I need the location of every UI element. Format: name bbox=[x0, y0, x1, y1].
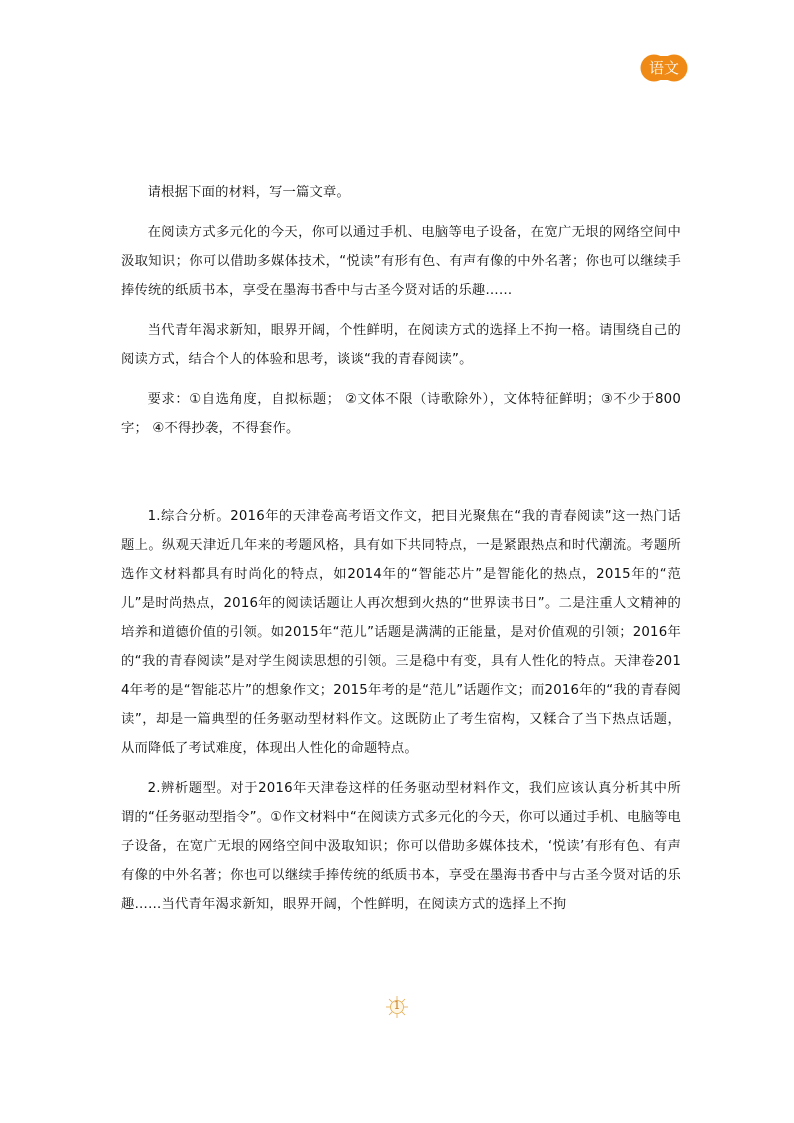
subject-badge bbox=[640, 54, 688, 82]
writing-requirements: 要求：①自选角度，自拟标题； ②文体不限（诗歌除外），文体特征鲜明；③不少于800字； ④不得抄袭，不得套作。 bbox=[121, 392, 681, 436]
analysis-point-1: 1.综合分析。2016年的天津卷高考语文作文，把目光聚焦在“我的青春阅读”这一热门话题上。纵观天津近几年来的考题风格，具有如下共同特点，一是紧跟热点和时代潮流。考题所选作文材料都具有时尚化的特点，如2014年的“智能芯片”是智能化的热点，2015年的“范儿”是时尚热点，2016年的阅读话题让人再次想到火热的“世界读书日”。二是注重人文精神的培养和道德价值的引领。如2015年“范儿”话题是满满的正能量，是对价值观的引领；2016年的“我的青春阅读”是对学生阅读思想的引领。三是稳中有变，具有人性化的特点。天津卷2014年考的是“智能芯片”的想象作文；2015年考的是“范儿”话题作文；而2016年的“我的青春阅读”，却是一篇典型的任务驱动型材料作文。这既防止了考生宿构，又糅合了当下热点话题，从而降低了考试难度，体现出人性化的命题特点。 bbox=[121, 509, 681, 756]
page-number: 1 bbox=[393, 999, 401, 1012]
analysis-point-2: 2.辨析题型。对于2016年天津卷这样的任务驱动型材料作文，我们应该认真分析其中所谓的“任务驱动型指令”。①作文材料中“在阅读方式多元化的今天，你可以通过手机、电脑等电子设备，在宽广无垠的网络空间中汲取知识；你可以借助多媒体技术，‘悦读’有形有色、有声有像的中外名著；你也可以继续手捧传统的纸质书本，享受在墨海书香中与古圣今贤对话的乐趣……当代青年渴求新知，眼界开阔，个性鲜明，在阅读方式的选择上不拘 bbox=[121, 781, 681, 912]
page-number-ornament bbox=[384, 996, 410, 1018]
material-paragraph-2: 当代青年渴求新知，眼界开阔，个性鲜明，在阅读方式的选择上不拘一格。请围绕自己的阅读方式，结合个人的体验和思考，谈谈“我的青春阅读”。 bbox=[121, 323, 681, 367]
subject-badge-label: 语文 bbox=[648, 59, 679, 77]
document-body bbox=[121, 178, 681, 919]
material-paragraph-1: 在阅读方式多元化的今天，你可以通过手机、电脑等电子设备，在宽广无垠的网络空间中汲取知识；你可以借助多媒体技术，“悦读”有形有色、有声有像的中外名著；你也可以继续手捧传统的纸质书本，享受在墨海书香中与古圣今贤对话的乐趣…… bbox=[121, 225, 681, 298]
prompt-instruction: 请根据下面的材料，写一篇文章。 bbox=[147, 185, 351, 200]
